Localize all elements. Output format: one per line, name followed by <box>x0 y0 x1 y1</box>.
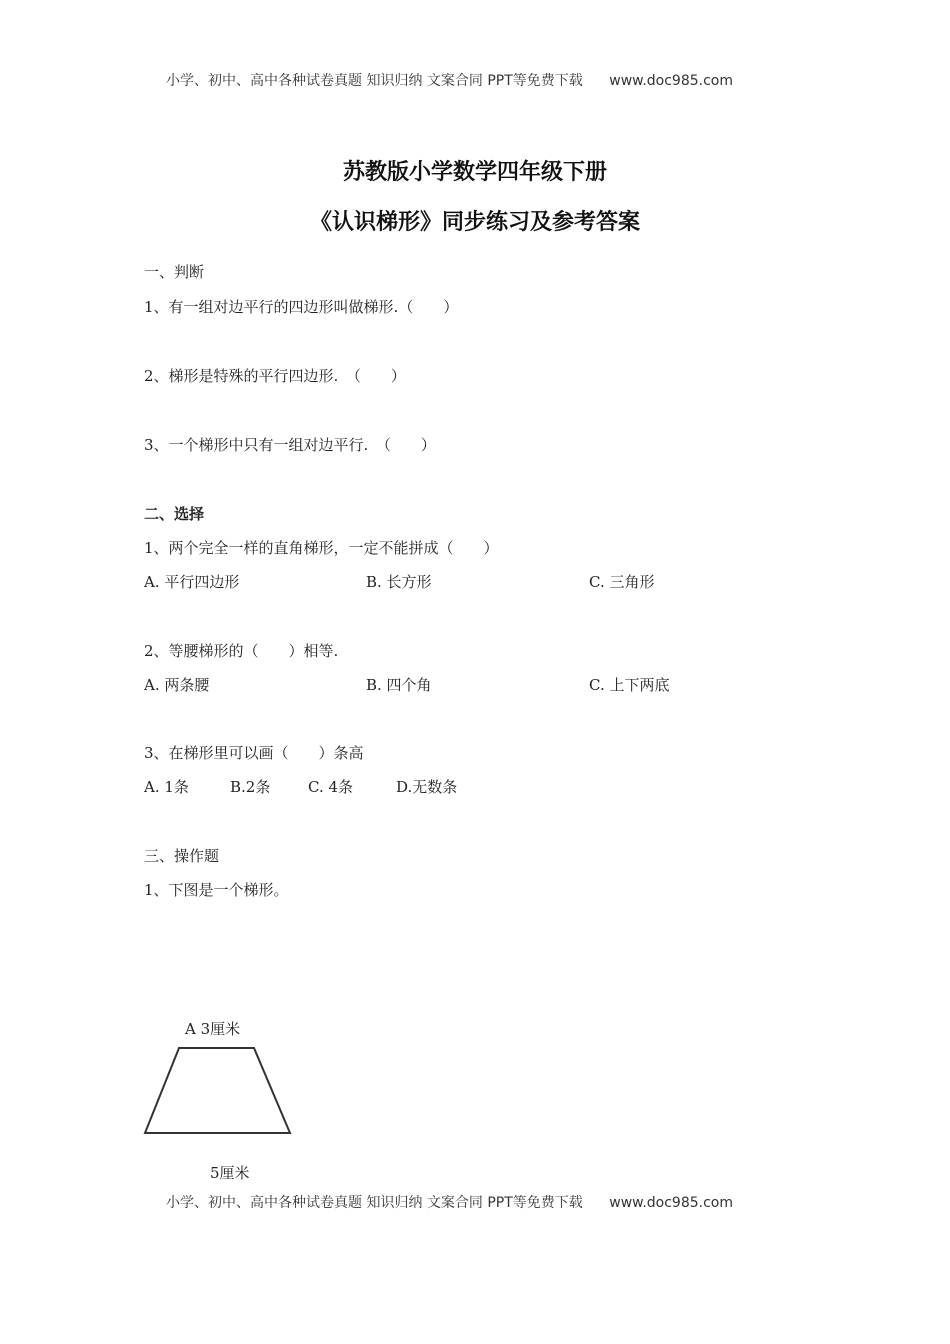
trapezoid-top-label: A 3厘米 <box>185 1020 241 1038</box>
section-2-heading: 二、选择 <box>144 505 205 523</box>
judge-question-1: 1、有一组对边平行的四边形叫做梯形.（ ） <box>144 298 459 316</box>
document-subtitle: 《认识梯形》同步练习及参考答案 <box>309 210 640 235</box>
choice-3-option-b: B.2条 <box>230 778 271 796</box>
document-title: 苏教版小学数学四年级下册 <box>342 160 607 185</box>
footer-site[interactable]: www.doc985.com <box>609 1195 733 1211</box>
section-1-heading: 一、判断 <box>144 263 205 281</box>
choice-question-3: 3、在梯形里可以画（ ）条高 <box>144 744 364 762</box>
judge-question-2: 2、梯形是特殊的平行四边形. （ ） <box>144 367 406 385</box>
page-footer <box>166 1192 733 1212</box>
choice-2-option-a: A. 两条腰 <box>144 676 210 694</box>
footer-text: 小学、初中、高中各种试卷真题 知识归纳 文案合同 PPT等免费下载 <box>166 1195 583 1211</box>
choice-3-option-a: A. 1条 <box>144 778 189 796</box>
choice-1-option-c: C. 三角形 <box>589 573 655 591</box>
trapezoid-figure <box>140 1044 296 1138</box>
operation-question-1: 1、下图是一个梯形。 <box>144 881 289 899</box>
choice-3-options <box>144 776 457 797</box>
header-site[interactable]: www.doc985.com <box>609 73 733 89</box>
choice-2-option-b: B. 四个角 <box>366 676 432 694</box>
choice-3-option-c: C. 4条 <box>308 778 354 796</box>
trapezoid-bottom-label: 5厘米 <box>210 1164 250 1182</box>
choice-3-option-d: D.无数条 <box>396 778 458 796</box>
judge-question-3: 3、一个梯形中只有一组对边平行. （ ） <box>144 436 436 454</box>
section-3-heading: 三、操作题 <box>144 847 220 865</box>
header-text: 小学、初中、高中各种试卷真题 知识归纳 文案合同 PPT等免费下载 <box>166 73 583 89</box>
trapezoid-shape <box>145 1048 290 1133</box>
choice-2-option-c: C. 上下两底 <box>589 676 670 694</box>
choice-1-option-a: A. 平行四边形 <box>144 573 240 591</box>
page-header <box>166 70 733 90</box>
choice-1-option-b: B. 长方形 <box>366 573 432 591</box>
choice-question-1: 1、两个完全一样的直角梯形，一定不能拼成（ ） <box>144 539 499 557</box>
choice-question-2: 2、等腰梯形的（ ）相等. <box>144 642 339 660</box>
